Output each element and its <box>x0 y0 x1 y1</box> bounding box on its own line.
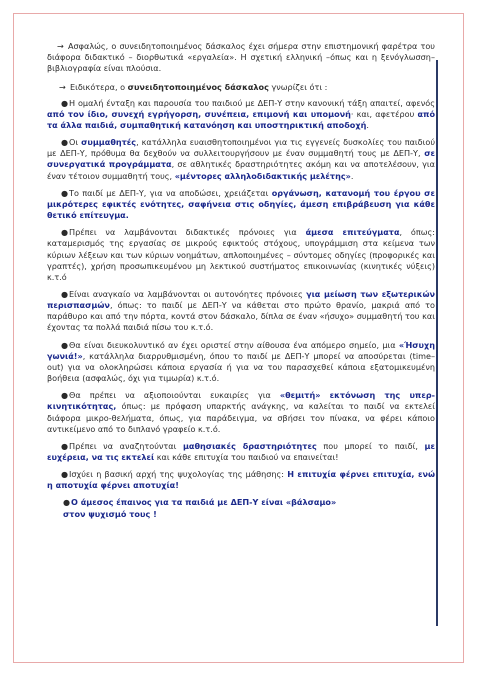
item-text: Ισχύει η βασική αρχή της ψυχολογίας της μάθησης: <box>69 469 288 480</box>
highlighted-text: «μέντορες αλληλοδιδακτικής μελέτης» <box>174 170 351 181</box>
bullet-icon: ● <box>61 440 69 451</box>
item-text: , κατάλληλα διαρρυθμισμένη, όπου το παιδί με ΔΕΠ-Υ μπορεί να αποσύρεται (time–out) για να ολοκληρώσει κάποια εργασία ή για να του παρασχεθεί κάποια εξατομικευμένη βοήθεια (ασφαλώς, όχι για τιμωρία) κ.τ.ό. <box>47 350 435 384</box>
highlighted-text: άμεσα επιτεύγματα <box>305 227 400 238</box>
item-text: Το παιδί με ΔΕΠ-Υ, για να αποδώσει, χρειάζεται <box>69 187 272 198</box>
highlighted-text: για μείωση των εξωτερικών περισπασμών <box>47 288 435 311</box>
section-lead-suffix: γνωρίζει ότι : <box>268 82 328 93</box>
item-text: όπως: με πρόφαση υπαρκτής ανάγκης, να καλείται το παιδί να εκτελεί διάφορα μικρο-θελήματα, όπως, για παράδειγμα, να σβήσει τον πίνακα, να φέρει κάποιο αντικείμενο από το διπλανό γραφείο κ.τ.ό. <box>47 401 435 434</box>
bullet-item <box>47 137 435 182</box>
highlighted-text: από τα άλλα παιδιά, συμπαθητική κατανόηση και υποστηρικτική αποδοχή <box>47 108 436 130</box>
intro-text: Ασφαλώς, ο συνειδητοποιημένος δάσκαλος έχει σήμερα στην επιστημονική φαρέτρα του διάφορα διδακτικό – διορθωτικά «εργαλεία». Η σχετική ελληνική –όπως και η ξενόγλωσση– βιβλιογραφία είναι πλούσια. <box>47 41 435 74</box>
bullet-icon: ● <box>61 187 69 198</box>
highlighted-text: συμμαθητές <box>81 137 137 148</box>
bullet-icon: ● <box>61 137 69 148</box>
item-text: . <box>366 119 369 130</box>
item-text: που μπορεί το παιδί, <box>316 440 425 451</box>
item-text: Πρέπει να λαμβάνονται διδακτικές πρόνοιες για <box>69 227 306 238</box>
item-text: Είναι αναγκαίο να λαμβάνονται οι αυτονόητες πρόνοιες <box>69 288 307 299</box>
item-text: Η ομαλή ένταξη και παρουσία του παιδιού με ΔΕΠ-Υ στην κανονική τάξη απαιτεί, αφενός <box>69 97 435 108</box>
item-text: , όπως: καταμερισμός της εργασίας σε μικρούς εφικτούς στόχους, υπογράμμιση στα κείμενα των κύριων λέξεων και των κύριων νοημάτων, απλοποιημένες – σύντομες οδηγίες (προφορικές και γραπτές), χρήση προσωπικευμένου μη λεκτικού συστήματος επικοινωνίας (κινητικές νύξεις) κ.τ.ό <box>47 227 436 282</box>
closing-line-1: Ο άμεσος έπαινος για τα παιδιά με ΔΕΠ-Υ είναι «βάλσαμο» <box>71 497 337 508</box>
section-lead-prefix: Ειδικότερα, ο <box>70 82 128 93</box>
item-text: Θα είναι διευκολυντικό αν έχει οριστεί στην αίθουσα ένα απόμερο σημείο, μια <box>69 339 399 350</box>
item-text: . <box>350 170 354 181</box>
bullet-item <box>47 441 435 463</box>
bullet-icon: ● <box>61 288 69 299</box>
closing-statement <box>63 497 435 519</box>
arrow-icon: → <box>59 82 66 93</box>
bullet-icon: ● <box>61 339 69 350</box>
intro-paragraph <box>47 41 435 74</box>
closing-line-2: στον ψυχισμό τους ! <box>63 508 157 519</box>
margin-rule <box>436 60 438 626</box>
item-text: Οι <box>69 137 82 148</box>
highlighted-text: «θεμιτή» εκτόνωση της υπερ-κινητικότητας, <box>47 390 435 412</box>
bullet-icon: ● <box>61 227 69 238</box>
bullet-icon: ● <box>63 497 71 508</box>
item-text: · και, αφετέρου <box>350 108 418 119</box>
highlighted-text: οργάνωση, κατανομή του έργου σε μικρότερες εφικτές ενότητες, σαφήνεια στις οδηγίες, άμεση επιβράβευση για κάθε θετικό επίτευγμα. <box>47 187 435 221</box>
item-text: Θα πρέπει να αξιοποιούνται ευκαιρίες για <box>69 390 280 401</box>
bullet-icon: ● <box>61 469 69 480</box>
bullet-icon: ● <box>61 390 69 401</box>
bullet-item <box>47 469 435 491</box>
section-lead-emphasis: συνειδητοποιημένος δάσκαλος <box>127 82 269 93</box>
item-text: και κάθε επιτυχία του παιδιού να επαινείται! <box>154 452 339 462</box>
bullet-list <box>47 98 435 492</box>
highlighted-text: μαθησιακές δραστηριότητες <box>182 440 317 451</box>
document-body <box>47 41 435 520</box>
bullet-item <box>47 289 435 334</box>
bullet-item <box>47 390 435 435</box>
section-lead <box>59 82 435 93</box>
highlighted-text: «Ήσυχη γωνιά!» <box>47 339 435 361</box>
bullet-item <box>47 340 435 385</box>
item-text: Πρέπει να αναζητούνται <box>69 440 183 451</box>
item-text: , όπως: το παιδί με ΔΕΠ-Υ να κάθεται στο πρώτο θρανίο, μακριά από το παράθυρο και από την πόρτα, κοντά στον δάσκαλο, δίπλα σε έναν «ήσυχο» συμμαθητή του και έχοντας τα πολλά παιδιά πίσω του κ.τ.ό. <box>47 300 435 333</box>
highlighted-text: σε συνεργατικά προγράμματα <box>47 148 435 170</box>
bullet-item <box>47 188 435 221</box>
highlighted-text: Η επιτυχία φέρνει επιτυχία, ενώ η αποτυχία φέρνει αποτυχία! <box>47 469 435 491</box>
arrow-icon: → <box>57 41 64 51</box>
item-text: , κατάλληλα ευαισθητοποιημένοι για τις εγγενείς δυσκολίες του παιδιού με ΔΕΠ-Υ, πρόθυμα θα δεχθούν να συλλειτουργήσουν με έναν συμμαθητή τους με ΔΕΠ-Υ, <box>47 137 435 159</box>
bullet-item <box>47 98 435 131</box>
item-text: , σε αθλητικές δραστηριότητες ακόμη και να αποτελέσουν, για έναν τέτοιον συμμαθητή τους, <box>47 159 435 181</box>
bullet-icon: ● <box>61 97 69 108</box>
highlighted-text: με ευχέρεια, να τις εκτελεί <box>47 440 435 462</box>
highlighted-text: από τον ίδιο, συνεχή εγρήγορση, συνέπεια, επιμονή και υπομονή <box>47 108 351 119</box>
bullet-item <box>47 227 435 283</box>
